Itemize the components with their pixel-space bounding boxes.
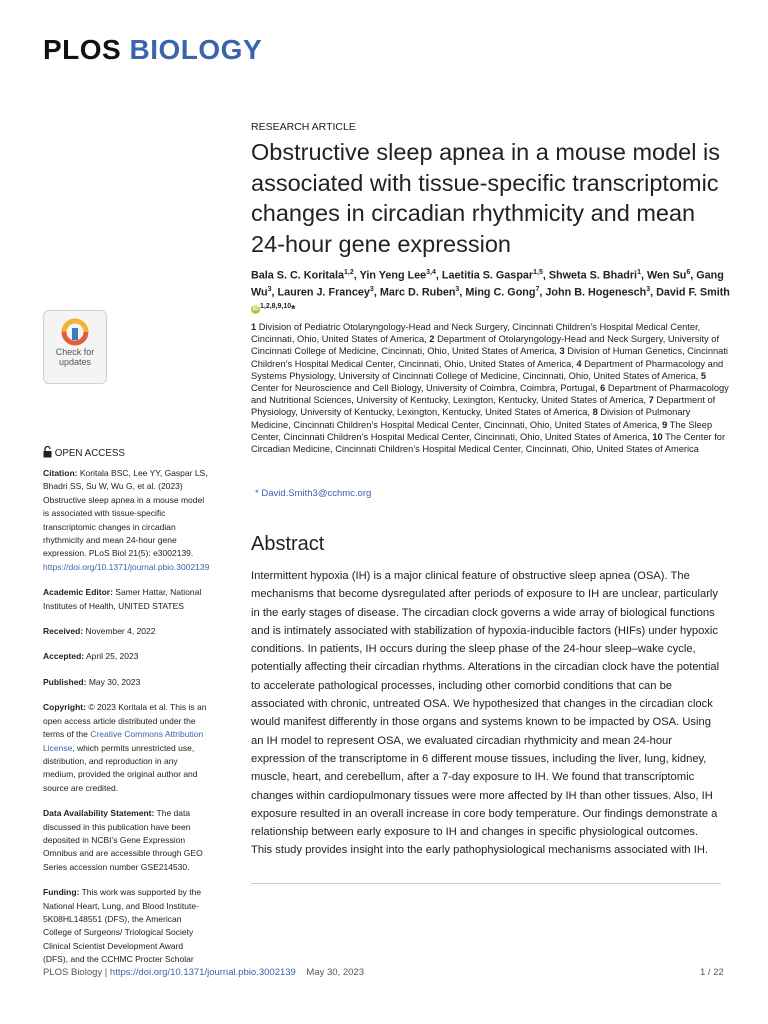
affiliation-number: 7	[648, 395, 654, 406]
article-type: RESEARCH ARTICLE	[251, 121, 356, 133]
affiliation-text: Division of Human Genetics, Cincinnati Children’s Hospital Medical Center, Cincinnati, Ohio, United States of America,	[251, 346, 728, 369]
orcid-icon[interactable]: iD	[252, 306, 259, 313]
affiliation-number: 9	[662, 419, 668, 430]
affiliation-text: Department of Pharmacology and Systems Physiology, University of Cincinnati College of Medicine, Cincinnati, Ohio, United States of America,	[251, 358, 724, 381]
funding-block: Funding: This work was supported by the National Heart, Lung, and Blood Institute-5K08HL148551 (DFS), the American College of Surgeons/ Triological Society Clinical Scientist Development Award (DFS), and the CCHMC Procter Scholar	[43, 887, 202, 965]
page-footer: PLOS Biology | https://doi.org/10.1371/journal.pbio.3002139 May 30, 2023	[43, 967, 364, 978]
author-affil-sup: 1,2	[344, 269, 354, 276]
copyright-block: Copyright: © 2023 Koritala et al. This is an open access article distributed under the terms of the Creative Commons Attribution License, which permits unrestricted use, distribution, and reproduction in any medium, provided the original author and source are credited.	[43, 702, 207, 793]
affiliation-text: Department of Otolaryngology-Head and Neck Surgery, University of Cincinnati College of Medicine, Cincinnati, Ohio, United States of America,	[251, 334, 720, 357]
affiliation-number: 10	[652, 431, 663, 442]
author-name: Shweta S. Bhadri	[548, 269, 638, 282]
abstract-heading: Abstract	[251, 533, 325, 555]
author-affil-sup: 6	[686, 269, 691, 276]
author-name: Laetitia S. Gaspar	[441, 269, 534, 282]
abstract-text: Intermittent hypoxia (IH) is a major clinical feature of obstructive sleep apnea (OSA). The mechanisms that become dysregulated after periods of exposure to IH are unclear, particularly in the early stages of disease. The circadian clock governs a wide array of biological functions and is intimately associated with stabilization of hypoxia-inducible factors (HIFs) under hypoxic conditions. In patients, IH occurs during the sleep phase of the 24-hour sleep–wake cycle, potentially affecting their circadian rhythms. Alterations in the circadian clock have the potential to accelerate pathological processes, including other comorbid conditions that can be associated with chronic, untreated OSA. We hypothesized that changes in the circadian clock would manifest differently in those organs and systems known to be impacted by OSA. Using an IH model to represent OSA, we evaluated circadian rhythmicity and mean 24-hour expression of the transcriptome in 6 different mouse tissues, including the liver, lung, kidney, muscle, heart, and cerebellum, after a 7-day exposure to IH. We found that transcriptomic changes within cardiopulmonary tissues were more affected by IH than other tissues. Also, IH exposure resulted in an overall increase in core body temperature. Our findings demonstrate a relationship between early exposure to IH and changes in specific physiological outcomes. This study provides insight into the early pathophysiological mechanisms associated with IH.	[251, 570, 720, 857]
author-affil-sup: 3	[646, 286, 651, 294]
open-access	[43, 446, 125, 459]
update-icon	[60, 317, 90, 347]
author-affil-sup: 3	[455, 286, 460, 294]
affiliation-text: The Center for Circadian Medicine, Cincinnati Children’s Hospital Medical Center, Cincinnati, Ohio, United States of America	[251, 431, 726, 455]
affiliation-text: The Sleep Center, Cincinnati Children’s Hospital Medical Center, Cincinnati, Ohio, United States of America,	[251, 419, 713, 442]
affiliation-number: 5	[700, 370, 707, 381]
author-name: Ming C. Gong	[465, 286, 536, 299]
license-link[interactable]: Creative Commons Attribution License	[43, 729, 204, 753]
article-title: Obstructive sleep apnea in a mouse model is associated with tissue-specific transcriptomic changes in circadian rhythmicity and mean 24-hour gene expression	[251, 139, 720, 257]
author-affil-sup: 1	[637, 269, 641, 276]
affiliation-number: 1	[251, 322, 257, 332]
citation-block: Citation: Koritala BSC, Lee YY, Gaspar LS, Bhadri SS, Su W, Wu G, et al. (2023) Obstructive sleep apnea in a mouse model is associated with tissue-specific transcriptomic changes in circadian rhythmicity and mean 24-hour gene expression. PLoS Biol 21(5): e3002139. https://doi.org/10.1371/journal.pbio.3002139	[43, 468, 210, 572]
data-availability-block: Data Availability Statement: The data discussed in this publication have been deposited in NCBI’s Gene Expression Omnibus and are accessible through GEO Series accession number GSE214530.	[43, 808, 203, 872]
author-affil-sup: 3	[267, 286, 272, 294]
author-name: Wen Su	[646, 269, 687, 282]
author-name: Lauren J. Francey	[277, 286, 370, 299]
affiliation-text: Department of Pharmacology and Nutritional Sciences, University of Kentucky, Lexington, Kentucky, United States of America,	[251, 383, 729, 406]
author-name: David F. Smith	[656, 286, 730, 299]
article-info-sidebar	[43, 467, 210, 979]
author-affil-sup: 7	[535, 286, 540, 294]
journal-logo: PLOS BIOLOGY	[43, 34, 263, 65]
open-lock-icon	[43, 446, 52, 458]
author-name: John B. Hogenesch	[545, 286, 647, 299]
affiliation-text: Department of Physiology, University of Kentucky, Lexington, Kentucky, United States of America,	[251, 395, 716, 418]
affiliation-number: 8	[592, 407, 598, 418]
affiliations	[251, 321, 731, 455]
affiliation-number: 2	[429, 334, 435, 345]
page-number: 1 / 22	[700, 967, 724, 978]
author-name: Bala S. C. Koritala	[251, 269, 345, 282]
footer-journal: PLOS Biology	[43, 967, 103, 978]
footer-doi-link[interactable]: https://doi.org/10.1371/journal.pbio.3002139	[109, 967, 296, 978]
author-name: Gang Wu	[251, 269, 724, 299]
updates-label: updates	[58, 357, 92, 367]
author-name: Yin Yeng Lee	[359, 269, 427, 282]
affiliation-number: 4	[576, 358, 582, 369]
affiliation-number: 6	[600, 383, 606, 394]
editor-block: Academic Editor: Samer Hattar, National Institutes of Health, UNITED STATES	[43, 587, 202, 611]
author-affil-sup: 1,5	[533, 269, 543, 276]
affiliation-text: Division of Pulmonary Medicine, Cincinnati Children’s Hospital Medical Center, Cincinnati, Ohio, United States of America,	[251, 407, 691, 430]
author-affil-sup: 3,4	[426, 269, 436, 276]
corresponding-email[interactable]: * David.Smith3@cchmc.org	[255, 488, 372, 499]
corresponding-mark: *	[291, 303, 296, 316]
author-list: Bala S. C. Koritala$^{1,2}$, Yin Yeng Lee$^{3,4}$, Laetitia S. Gaspar$^{1,5}$, Shweta S. Bhadri$^1$, Wen Su$^6$, Gang Wu$^3$, Lauren J. Francey$^3$, Marc D. Ruben$^3$, Ming C. Gong$^7$, John B. Hogenesch$^3$, David F. SmithiD $^{1,2,8,9,10}$*	[251, 269, 730, 316]
received-block: Received: November 4, 2022	[43, 626, 156, 637]
check-for-updates-badge[interactable]	[43, 310, 107, 384]
author-affil-sup: 1,2,8,9,10	[260, 303, 292, 311]
affiliation-text: Center for Neuroscience and Cell Biology, University of Coimbra, Coimbra, Portugal,	[251, 383, 598, 394]
citation-doi-link[interactable]: https://doi.org/10.1371/journal.pbio.3002139	[43, 561, 210, 572]
check-label: Check for	[55, 347, 95, 357]
footer-date: May 30, 2023	[306, 967, 364, 978]
abstract-divider	[251, 883, 721, 884]
affiliation-number: 3	[559, 346, 565, 357]
author-name: Marc D. Ruben	[379, 286, 456, 299]
author-affil-sup: 3	[369, 286, 374, 294]
accepted-block: Accepted: April 25, 2023	[43, 651, 139, 662]
open-access-label: OPEN ACCESS	[54, 448, 125, 459]
affiliation-text: Division of Pediatric Otolaryngology-Head and Neck Surgery, Cincinnati Children’s Hospital Medical Center, Cincinnati, Ohio, United States of America,	[251, 322, 701, 345]
published-block: Published: May 30, 2023	[43, 676, 141, 687]
